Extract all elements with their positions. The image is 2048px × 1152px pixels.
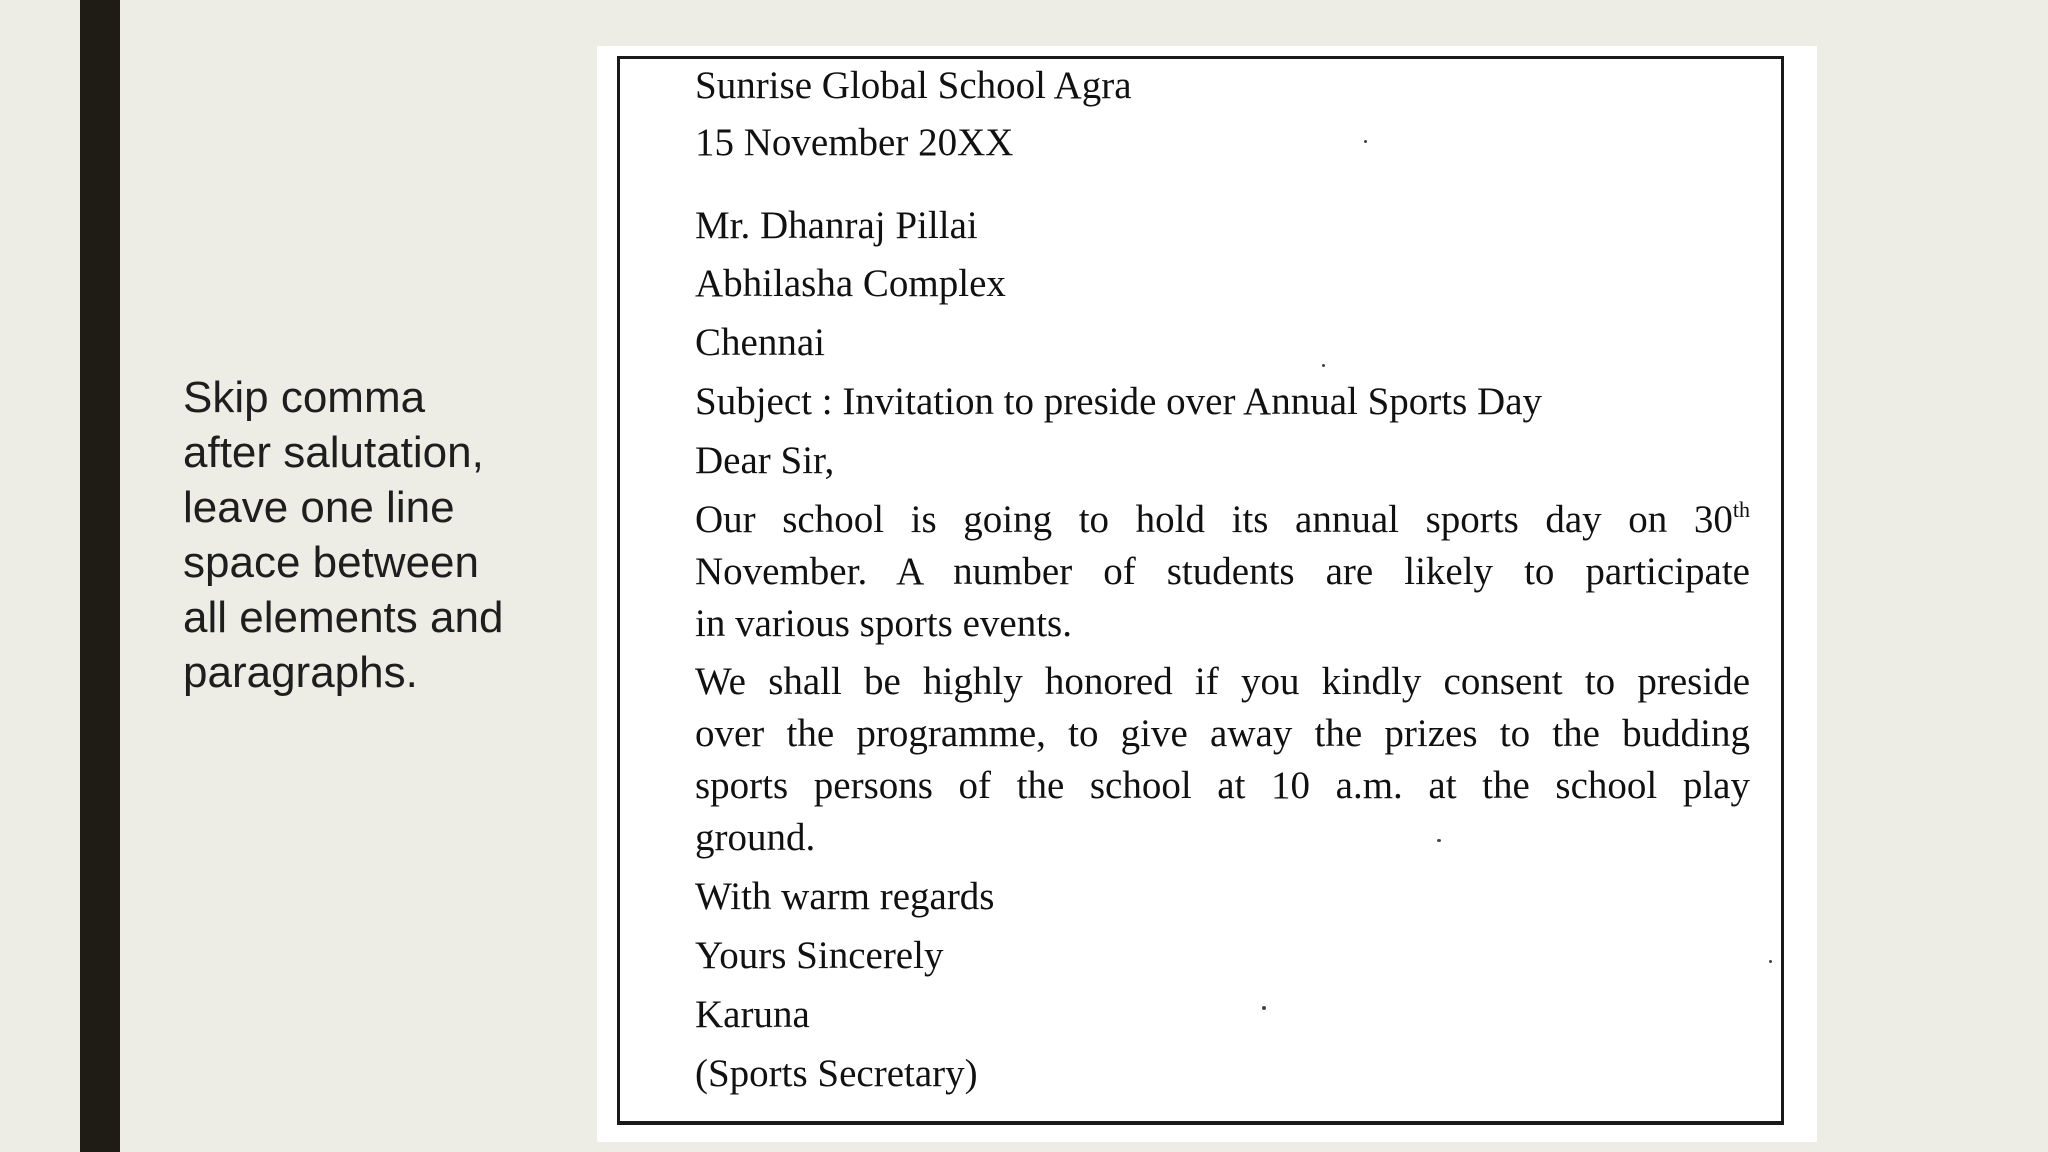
paragraph-1-text: Our school is going to hold its annual sports day on 30 (695, 498, 1733, 541)
sender-school: Sunrise Global School Agra (695, 64, 1132, 107)
paragraph-2-line: sports persons of the school at 10 a.m. at the school play (695, 764, 1750, 807)
scan-speck (1262, 1006, 1266, 1010)
recipient-address-line: Abhilasha Complex (695, 262, 1006, 305)
side-note-line: leave one line (183, 483, 455, 532)
paragraph-1-line: November. A number of students are likely to participate (695, 550, 1750, 593)
side-note-line: paragraphs. (183, 648, 418, 697)
letter-date: 15 November 20XX (695, 121, 1014, 164)
paragraph-2-line: over the programme, to give away the prizes to the budding (695, 712, 1750, 755)
side-note (183, 370, 563, 700)
paragraph-1-line (695, 496, 1750, 544)
signature-title: (Sports Secretary) (695, 1052, 978, 1095)
scan-speck (1322, 364, 1325, 367)
letter-subject: Subject : Invitation to preside over Annual Sports Day (695, 380, 1543, 423)
paragraph-2-line: ground. (695, 816, 816, 859)
side-note-line: Skip comma (183, 373, 426, 422)
paragraph-1-line: in various sports events. (695, 602, 1072, 645)
letter-scan-image (597, 46, 1817, 1142)
recipient-city: Chennai (695, 321, 825, 364)
side-note-line: space between (183, 538, 479, 587)
paragraph-2-line: We shall be highly honored if you kindly consent to preside (695, 660, 1750, 703)
salutation: Dear Sir, (695, 439, 835, 482)
ordinal-suffix: th (1732, 497, 1750, 522)
side-note-line: after salutation, (183, 428, 484, 477)
side-note-line: all elements and (183, 593, 504, 642)
recipient-name: Mr. Dhanraj Pillai (695, 204, 978, 247)
scan-speck (1769, 960, 1772, 963)
signature-name: Karuna (695, 993, 810, 1036)
complimentary-close: Yours Sincerely (695, 934, 944, 977)
accent-bar (80, 0, 120, 1152)
scan-speck (1437, 839, 1441, 842)
closing: With warm regards (695, 875, 995, 918)
scan-speck (1364, 140, 1367, 143)
